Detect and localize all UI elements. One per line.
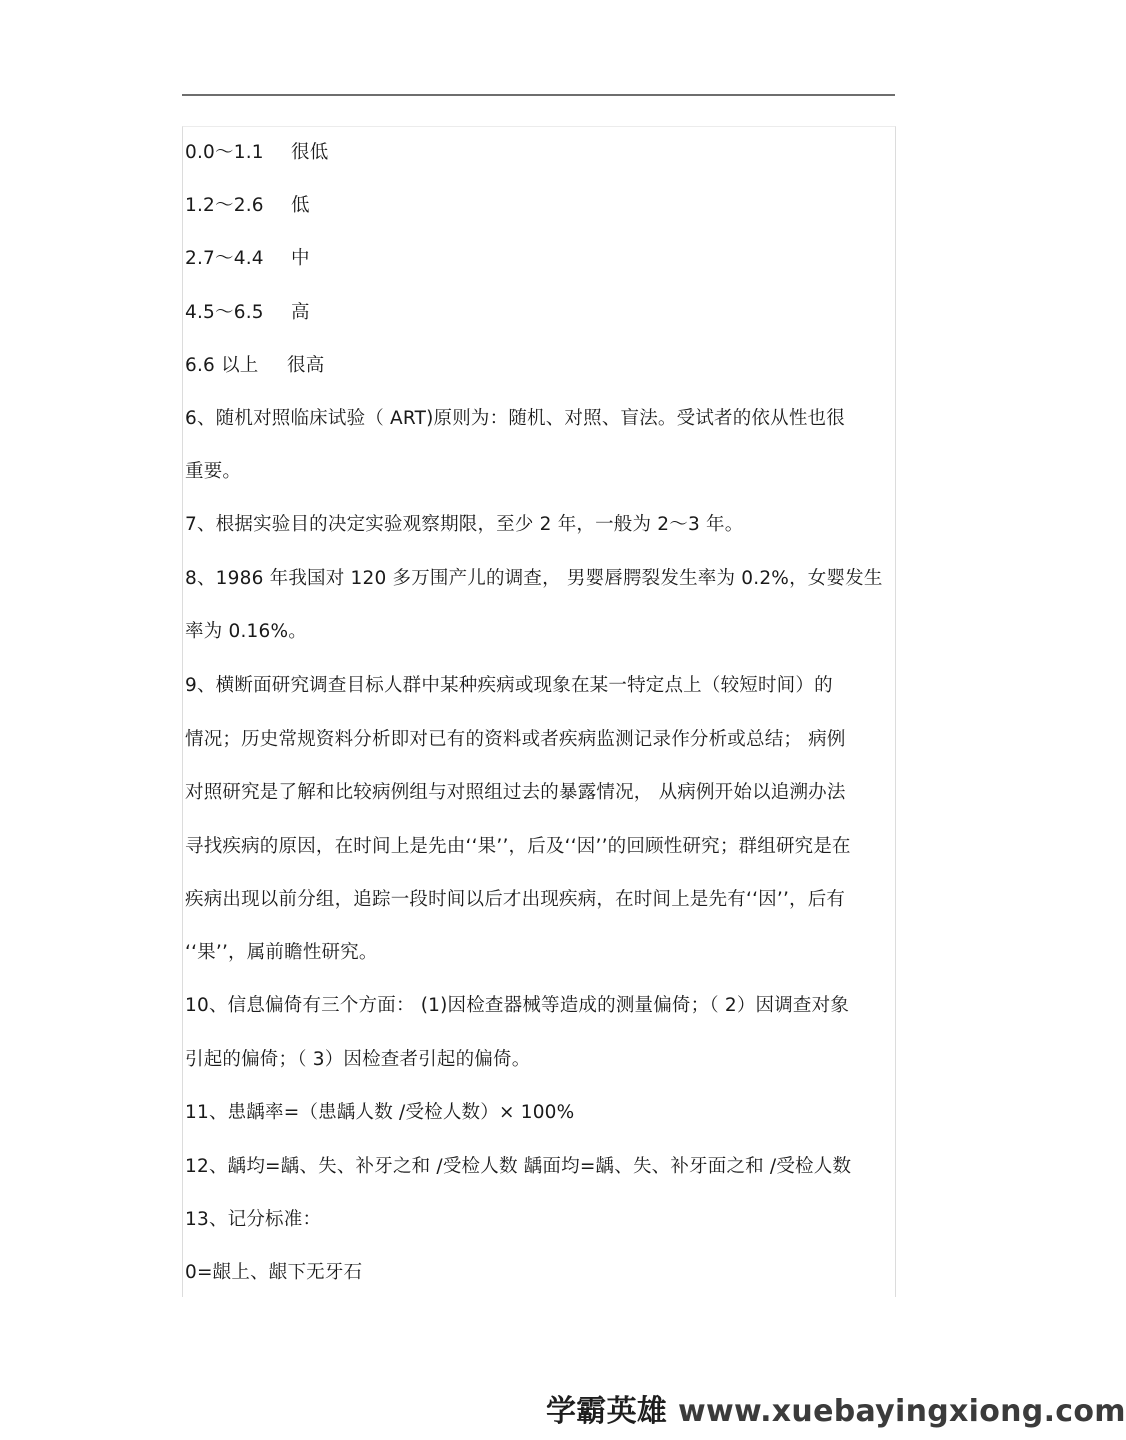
paragraph-13-line: 13、记分标准： (185, 1209, 322, 1230)
scale-range: 1.2～2.6 (185, 195, 264, 216)
paragraph-13-subline: 0=龈上、龈下无牙石 (185, 1262, 363, 1283)
paragraph-6-line: 重要。 (185, 461, 242, 482)
paragraph-9-line: 疾病出现以前分组，追踪一段时间以后才出现疾病，在时间上是先有‘‘因’’，后有 (185, 889, 846, 910)
scale-row (185, 194, 310, 218)
paragraph-8-line: 8、1986 年我国对 120 多万围产儿的调查， 男婴唇腭裂发生率为 0.2%，女婴发生 (185, 568, 883, 589)
paragraph-12-line: 12、龋均=龋、失、补牙之和 /受检人数 龋面均=龋、失、补牙面之和 /受检人数 (185, 1156, 852, 1177)
paragraph-10-line: 10、信息偏倚有三个方面： (1)因检查器械等造成的测量偏倚；（ 2）因调查对象 (185, 995, 850, 1016)
scale-level: 很低 (291, 142, 329, 163)
scale-range: 2.7～4.4 (185, 248, 264, 269)
paragraph-9-line: 寻找疾病的原因，在时间上是先由‘‘果’’，后及‘‘因’’的回顾性研究；群组研究是在 (185, 836, 851, 857)
footer-watermark (546, 1395, 1126, 1429)
scale-level: 低 (291, 195, 310, 216)
paragraph-9-line: 情况；历史常规资料分析即对已有的资料或者疾病监测记录作分析或总结； 病例 (185, 729, 846, 750)
scale-row (185, 247, 310, 271)
paragraph-11-line: 11、患龋率=（患龋人数 /受检人数）× 100% (185, 1102, 575, 1123)
paragraph-8-line: 率为 0.16%。 (185, 621, 307, 642)
paragraph-7-line: 7、根据实验目的决定实验观察期限，至少 2 年，一般为 2～3 年。 (185, 514, 744, 535)
scale-row (185, 354, 325, 378)
scale-range: 6.6 以上 (185, 355, 259, 376)
scale-row (185, 301, 310, 325)
scale-row (185, 141, 329, 165)
scale-level: 中 (291, 248, 310, 269)
scale-level: 很高 (287, 355, 325, 376)
paragraph-10-line: 引起的偏倚；（ 3）因检查者引起的偏倚。 (185, 1049, 531, 1070)
header-rule (182, 94, 895, 96)
paragraph-9-line: 9、横断面研究调查目标人群中某种疾病或现象在某一特定点上（较短时间）的 (185, 675, 833, 696)
scale-level: 高 (291, 302, 310, 323)
footer-brand: 学霸英雄 (546, 1394, 668, 1429)
paragraph-6-line: 6、随机对照临床试验（ ART)原则为：随机、对照、盲法。受试者的依从性也很 (185, 408, 845, 429)
paragraph-9-line: 对照研究是了解和比较病例组与对照组过去的暴露情况， 从病例开始以追溯办法 (185, 782, 846, 803)
paragraph-9-line: ‘‘果’’，属前瞻性研究。 (185, 942, 378, 963)
footer-url: www.xuebayingxiong.com (677, 1394, 1126, 1429)
scale-range: 4.5～6.5 (185, 302, 264, 323)
scale-range: 0.0～1.1 (185, 142, 264, 163)
